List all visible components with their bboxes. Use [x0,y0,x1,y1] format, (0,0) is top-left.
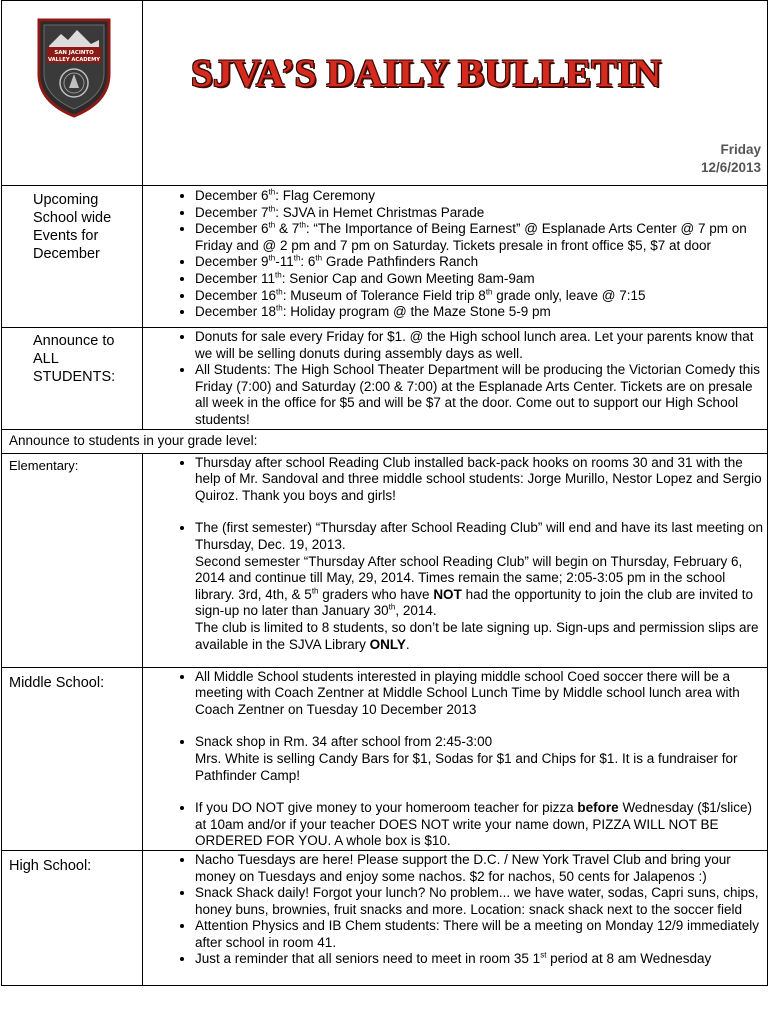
text-segment: Wednesday ($1/slice) at 10am and/or if your teacher DOES NOT write your name down, PIZZA WILL NOT BE ORDERED FOR YOU. A whole box is $10. [195,800,752,849]
middle-school-content-cell [143,667,768,850]
text-segment: : SJVA in Hemet Christmas Parade [275,204,485,220]
club-limit-text: The club is limited to 8 students, so don’t be late signing up. Sign-ups and permission slips are available in the SJVA Library [195,619,759,652]
high-school-list [143,852,767,968]
all-students-list [143,329,767,429]
list-item [195,951,763,968]
list-item [195,254,763,271]
superscript: th [299,220,306,230]
superscript: th [293,253,301,263]
all-students-label-cell [2,328,143,430]
candy-sale-text: Mrs. White is selling Candy Bars for $1, Sodas for $1 and Chips for $1. It is a fundraiser for Pathfinder Camp! [195,750,738,783]
upcoming-list [143,188,767,321]
text-segment: grade only, leave @ 7:15 [492,287,646,303]
logo-text-1: SAN JACINTO [54,50,94,56]
text-segment: -11 [275,254,294,270]
logo-text-2: VALLEY ACADEMY [48,57,100,63]
list-item: • All Middle School students interested in playing middle school Coed soccer there will be a meeting with Coach Zentner at Middle School Lunch Time by Middle school lunch area with Coach Zentner on Tuesday 10 December 2013 [195,669,763,719]
text-segment: graders who have [318,586,434,602]
elementary-label-cell [2,453,143,667]
list-item: • Snack Shack daily! Forgot your lunch? No problem... we have water, sodas, Capri suns, chips, honey buns, brownies, fruit snacks and more. Location: snack shack next to the soccer field [195,885,763,918]
superscript: th [276,303,283,313]
bulletin-table [1,0,768,986]
text-segment: & 7 [275,221,300,237]
superscript: th [311,586,319,596]
elementary-list [143,455,767,654]
upcoming-label-cell [2,186,143,328]
snack-shop-text: Snack shop in Rm. 34 after school from 2:45-3:00 [195,734,493,750]
list-item: • Nacho Tuesdays are here! Please support the D.C. / New York Travel Club and bring your money on Tuesdays and enjoy some nachos. $2 for nachos, 50 cents for Jalapenos :) [195,852,763,885]
list-item [195,734,763,784]
list-item [195,188,763,205]
bulletin-title: SJVA’S DAILY BULLETIN [191,52,662,95]
bulletin-date: 12/6/2013 [700,160,761,175]
all-students-content-cell [143,328,768,430]
text-segment: December 9 [195,254,269,270]
list-item [195,304,763,321]
grade-level-heading-row [2,429,768,453]
text-segment: Just a reminder that all seniors need to meet in room 35 1 [195,951,541,967]
text-segment: December 6 [195,221,269,237]
list-item: • All Students: The High School Theater Department will be producing the Victorian Comedy this Friday (7:00) and Saturday (2:00 & 7:00) at the Esplanade Arts Center. Tickets are on presale all week in the office for $5 and will be $7 at the door. Come out to support our High School students! [195,362,763,428]
text-segment: Grade Pathfinders Ranch [322,254,479,270]
reading-club-end-text: The (first semester) “Thursday after School Reading Club” will end and have its last meeting on Thursday, Dec. 19, 2013. [195,520,764,552]
middle-school-list [143,669,767,850]
reading-club-second-semester-text: Second semester “Thursday After school Reading Club” will begin on Thursday, February 6, 2014 and continue till May, 29, 2014. Times remain the same; 2:05-3:05 pm in the school library. 3rd, 4th, & 5 [195,553,743,602]
text-segment: : Flag Ceremony [275,188,376,203]
all-students-row [2,328,768,430]
list-item [195,288,763,305]
upcoming-row [2,186,768,328]
superscript: th [276,287,283,297]
school-crest-logo [35,16,113,120]
superscript: th [268,187,276,197]
text-segment: If you DO NOT give money to your homeroom teacher for pizza [195,800,578,816]
superscript: th [268,204,276,214]
text-segment: December 18 [195,304,277,320]
list-item [195,520,763,653]
text-segment: : Holiday program @ the Maze Stone 5-9 pm [282,304,551,320]
list-item [195,800,763,850]
text-segment: period at 8 am Wednesday [546,951,712,967]
all-students-label: Announce to ALL STUDENTS: [33,333,116,385]
bulletin-day: Friday [720,142,761,157]
superscript: th [315,253,323,263]
text-segment: . [405,636,410,652]
bold-text: before [577,800,619,816]
text-segment: : Museum of Tolerance Field trip 8 [282,287,486,303]
text-segment: : “The Importance of Being Earnest” @ Esplanade Arts Center @ 7 pm on Friday and @ 2 pm and 7 pm on Saturday. Tickets presale in front office $5, $7 at door [195,221,747,253]
bold-text: ONLY [369,636,406,652]
text-segment: , 2014. [395,603,437,619]
high-school-label-cell [2,850,143,985]
superscript: th [388,602,396,612]
middle-school-label: Middle School: [9,674,105,691]
grade-level-heading: Announce to students in your grade level: [2,429,768,453]
superscript: th [268,253,276,263]
text-segment: : Senior Cap and Gown Meeting 8am-9am [281,270,535,286]
high-school-row [2,850,768,985]
middle-school-row [2,667,768,850]
superscript: st [540,950,547,960]
text-segment: December 11 [195,270,276,286]
text-segment: December 7 [195,204,269,220]
list-item [195,221,763,254]
list-item: • Donuts for sale every Friday for $1. @ the High school lunch area. Let your parents know that we will be selling donuts during assembly days as well. [195,329,763,362]
text-segment: December 16 [195,287,277,303]
text-segment: : 6 [300,254,316,270]
elementary-content-cell [143,453,768,667]
elementary-row [2,453,768,667]
bold-text: NOT [433,586,462,602]
text-segment: December 6 [195,188,269,203]
high-school-content-cell [143,850,768,985]
header-row [2,1,768,186]
high-school-label: High School: [9,857,92,874]
text-segment: had the opportunity to join the club are invited to sign-up no later than January 30 [195,586,754,619]
logo-cell [2,1,143,186]
upcoming-label: Upcoming School wide Events for December [33,192,112,262]
elementary-label: Elementary: [9,457,79,473]
upcoming-content-cell [143,186,768,328]
list-item: • Attention Physics and IB Chem students: There will be a meeting on Monday 12/9 immediately after school in room 41. [195,918,763,951]
list-item [195,205,763,222]
superscript: th [485,287,493,297]
superscript: th [275,270,282,280]
middle-school-label-cell [2,667,143,850]
title-cell [143,1,768,186]
list-item: • Thursday after school Reading Club installed back-pack hooks on rooms 30 and 31 with the help of Mr. Sandoval and three middle school students: Jorge Murillo, Nestor Lopez and Sergio Quiroz. Thank you boys and girls! [195,455,763,505]
superscript: th [268,220,276,230]
list-item [195,271,763,288]
